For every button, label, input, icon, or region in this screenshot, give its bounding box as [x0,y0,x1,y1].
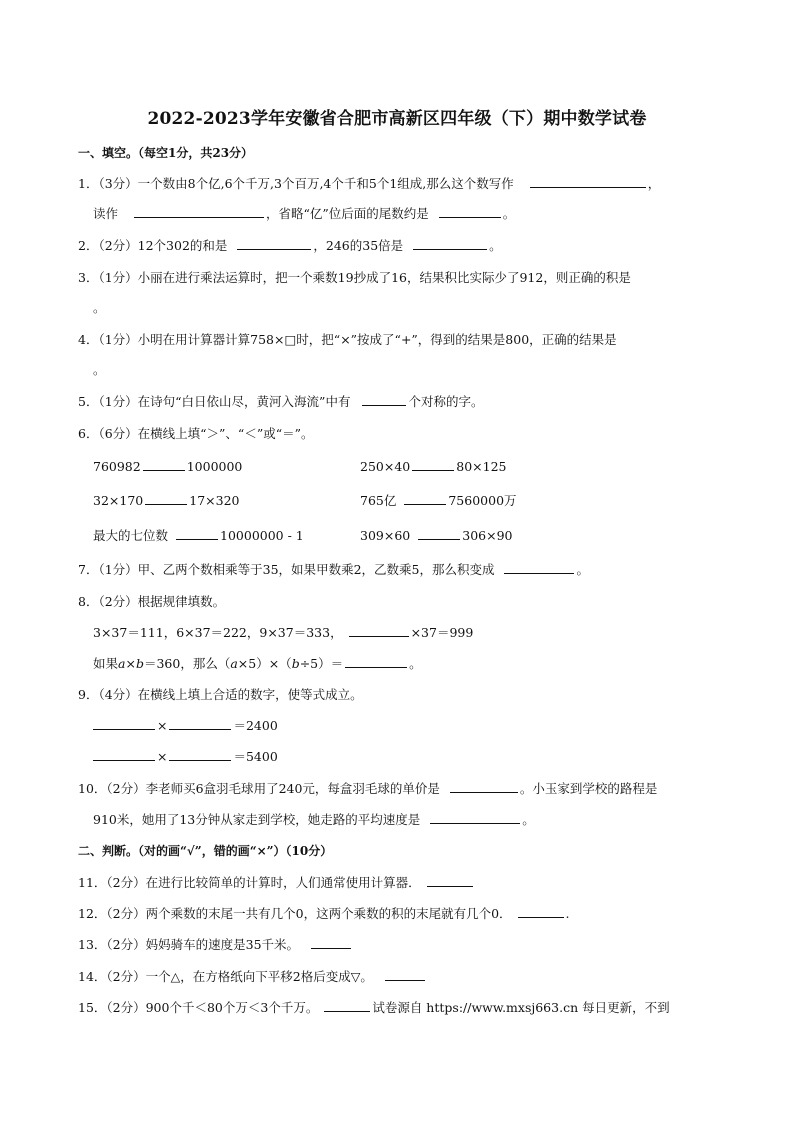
q2-text-b: ，246的35倍是 [313,238,404,253]
q6-number: 6． [78,426,99,441]
q10-text-a: （2分）李老师买6盒羽毛球用了240元，每盒羽毛球的单价是 [106,781,440,796]
q6-r1-left-a: 760982 [93,459,141,474]
triangle-up-icon: △ [170,969,181,984]
question-12 [78,905,570,923]
q6-r3-right-a: 309×60 [360,528,411,543]
q1-blank-approx[interactable] [439,205,501,218]
question-2 [78,237,502,255]
q6-row-2-left [93,492,240,510]
q10-number: 10． [78,781,107,796]
q1-text: （3分）一个数由8个亿,6个千万,3个百万,4个千和5个1组成,那么这个数写作 [98,176,514,191]
q9-eq2-blank-2[interactable] [169,748,231,761]
q6-r3-right-b: 306×90 [462,528,513,543]
question-1 [78,175,660,193]
q14-text-c: 。 [360,969,373,984]
q2-text-c: 。 [489,238,502,253]
q10-end: 。 [522,812,535,827]
q2-number: 2． [78,238,99,253]
question-8 [78,593,225,611]
q4-text: （1分）小明在用计算器计算758×□时，把“×”按成了“+”，得到的结果是800，正确的结果是 [98,332,617,347]
q12-end: . [565,906,570,921]
q15-blank[interactable] [324,999,370,1012]
q6-r2-right-blank[interactable] [404,492,446,505]
q6-r3-right-blank[interactable] [418,527,460,540]
q8-blank-1[interactable] [349,624,409,637]
q13-number: 13． [78,937,107,952]
q8-text-d: ×5）×（ [237,656,292,671]
question-10-line-2 [93,811,535,829]
q8-var-a: a [118,656,126,671]
q8-var-b: b [135,656,144,671]
q8-line-2 [93,655,422,673]
q6-row-3-right [360,527,513,545]
q1-blank-read[interactable] [134,205,264,218]
question-11 [78,874,475,892]
question-10 [78,780,657,798]
q14-text-a: （2分）一个 [106,969,171,984]
q1-blank-written[interactable] [530,175,646,188]
q3-end: 。 [93,300,106,315]
question-4 [78,331,617,349]
q8-text-c: ＝360，那么（ [143,656,231,671]
q6-r2-right-b: 7560000万 [448,493,517,508]
section-1-heading: 一、填空。（每空1分，共23分） [78,146,254,160]
q2-blank-2[interactable] [413,237,487,250]
question-1-line-2 [93,205,515,223]
q13-blank[interactable] [311,936,351,949]
question-6 [78,425,314,443]
question-7 [78,561,589,579]
q6-r3-left-b: 10000000 - 1 [220,528,304,543]
q8-end: 。 [409,656,422,671]
q15-number: 15． [78,1000,107,1015]
q7-number: 7． [78,562,99,577]
q1-comma: ， [647,176,661,191]
q6-r1-right-b: 80×125 [456,459,507,474]
question-3 [78,269,631,287]
q8-line-1 [93,624,473,642]
q5-blank[interactable] [362,393,406,406]
q9-text: （4分）在横线上填上合适的数字，使等式成立。 [98,687,363,702]
q8-var-b2: b [291,656,300,671]
q2-blank-1[interactable] [237,237,311,250]
question-4-line-2 [93,361,106,379]
q15-text: （2分）900个千＜80个万＜3个千万。 [106,1000,319,1015]
q6-r2-left-blank[interactable] [145,492,187,505]
q9-equation-2 [93,748,278,766]
q9-eq1-blank-1[interactable] [93,717,155,730]
q4-end: 。 [93,362,106,377]
section-2-heading: 二、判断。（对的画“√”，错的画“×”）（10分） [78,844,333,858]
q8-pattern-end: ×37＝999 [410,625,474,640]
q6-r3-left-blank[interactable] [176,527,218,540]
question-13 [78,936,353,954]
q2-text-a: （2分）12个302的和是 [98,238,228,253]
q11-number: 11． [78,875,107,890]
page-title: 2022-2023学年安徽省合肥市高新区四年级（下）期中数学试卷 [147,109,647,129]
q5-number: 5． [78,394,99,409]
q12-blank[interactable] [518,905,564,918]
q10-blank-1[interactable] [450,780,518,793]
q6-row-1-left [93,458,242,476]
q8-pattern-text: 3×37＝111，6×37＝222，9×37＝333， [93,625,343,640]
q9-eq1-times: × [157,718,168,733]
q6-r1-right-a: 250×40 [360,459,411,474]
q6-row-3-left [93,527,304,545]
q8-text-e: ÷5）＝ [299,656,344,671]
question-9 [78,686,363,704]
q10-blank-2[interactable] [430,811,520,824]
q8-blank-2[interactable] [345,655,407,668]
q6-row-2-right [360,492,517,510]
q11-text: （2分）在进行比较简单的计算时，人们通常使用计算器． [106,875,421,890]
q6-r1-right-blank[interactable] [412,458,454,471]
q3-text: （1分）小丽在进行乘法运算时，把一个乘数19抄成了16，结果积比实际少了912，则正确的积是 [98,270,631,285]
question-3-line-2 [93,299,106,317]
q9-eq2-blank-1[interactable] [93,748,155,761]
question-5 [78,393,483,411]
q9-eq1-blank-2[interactable] [169,717,231,730]
q6-r2-left-b: 17×320 [189,493,240,508]
q1-end: 。 [502,206,516,221]
q11-blank[interactable] [427,874,473,887]
q12-number: 12． [78,906,107,921]
q7-end: 。 [576,562,589,577]
q13-text: （2分）妈妈骑车的速度是35千米。 [106,937,300,952]
q6-text: （6分）在横线上填“＞”、“＜”或“＝”。 [98,426,314,441]
q6-r1-left-b: 1000000 [186,459,243,474]
q9-eq2-times: × [157,749,168,764]
q1-approx-text: ，省略“亿”位后面的尾数约是 [266,206,429,221]
q1-number: 1． [78,176,99,191]
q12-text: （2分）两个乘数的末尾一共有几个0，这两个乘数的积的末尾就有几个0． [106,906,512,921]
q6-r2-left-a: 32×170 [93,493,144,508]
q8-var-a2: a [230,656,238,671]
q4-number: 4． [78,332,99,347]
question-15 [78,999,670,1017]
q14-number: 14． [78,969,107,984]
q9-equation-1 [93,717,278,735]
question-14 [78,968,427,986]
q6-r2-right-a: 765亿 [360,493,397,508]
q7-text: （1分）甲、乙两个数相乘等于35，如果甲数乘2，乙数乘5，那么积变成 [98,562,495,577]
q5-text-a: （1分）在诗句“白日依山尽，黄河入海流”中有 [98,394,351,409]
triangle-down-icon: ▽ [350,969,361,984]
q8-if: 如果 [93,656,119,671]
q1-read-label: 读作 [93,206,119,221]
q8-text: （2分）根据规律填数。 [98,594,226,609]
q6-r1-left-blank[interactable] [143,458,185,471]
q6-row-1-right [360,458,507,476]
q6-r3-left-a: 最大的七位数 [93,528,169,543]
q10-text-b: 。小玉家到学校的路程是 [519,781,658,796]
q9-eq2-result: ＝5400 [233,749,278,764]
q14-blank[interactable] [385,968,425,981]
q8-times: × [125,656,136,671]
q9-eq1-result: ＝2400 [233,718,278,733]
q9-number: 9． [78,687,99,702]
q7-blank[interactable] [504,561,574,574]
q15-source-note: 试卷源自 https://www.mxsj663.cn 每日更新，不到 [372,1000,670,1015]
q14-text-b: ，在方格纸向下平移2格后变成 [180,969,351,984]
q5-text-b: 个对称的字。 [408,394,484,409]
q3-number: 3． [78,270,99,285]
q8-number: 8． [78,594,99,609]
q10-text-c: 910米，她用了13分钟从家走到学校，她走路的平均速度是 [93,812,421,827]
